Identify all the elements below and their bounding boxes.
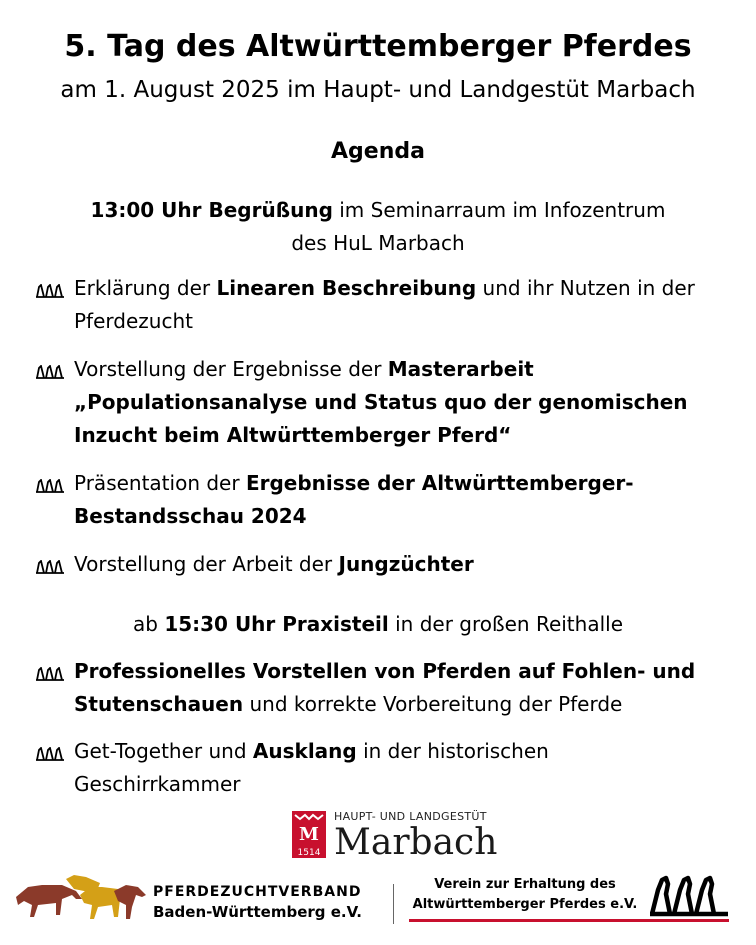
agenda-item-text: und korrekte Vorbereitung der Pferde (243, 692, 623, 716)
agenda-item-text: in der historischen Geschirrkammer (74, 739, 549, 796)
agenda-item-bold: Linearen Beschreibung (216, 276, 477, 300)
agenda-item (36, 467, 716, 533)
agenda-heading: Agenda (331, 139, 425, 164)
agenda-item (36, 548, 716, 581)
agenda-item-bold: Ausklang (252, 739, 357, 763)
welcome-block (40, 194, 716, 260)
verein-logo-underline (409, 919, 729, 922)
marbach-emblem-letter: M (299, 824, 319, 845)
agenda-item (36, 655, 716, 721)
verein-logo-line2: Altwürttemberger Pferdes e.V. (412, 897, 638, 912)
practice-time: 15:30 Uhr Praxisteil (164, 612, 389, 636)
verein-logo-line1: Verein zur Erhaltung des (434, 877, 616, 892)
agenda-item-text: Get-Together und (74, 739, 253, 763)
agenda-item-bold: Masterarbeit „Populationsanalyse und Status quo der genomischen Inzucht beim Altwürttemberger Pferd“ (74, 357, 688, 447)
practice-pre: ab (133, 612, 165, 636)
welcome-time: 13:00 Uhr Begrüßung (90, 198, 333, 222)
agenda-item-text: und ihr Nutzen in der Pferdezucht (74, 276, 695, 333)
page-title: 5. Tag des Altwürttemberger Pferdes (64, 29, 692, 64)
pzv-logo-line1: PFERDEZUCHTVERBAND (153, 884, 362, 900)
agenda-item-bold: Ergebnisse der Altwürttemberger-Bestandsschau 2024 (74, 471, 634, 528)
practice-block (40, 608, 716, 641)
welcome-location-line2: des HuL Marbach (291, 231, 465, 255)
agenda-item-text: Präsentation der (74, 471, 246, 495)
agenda-item-bold: Jungzüchter (338, 552, 474, 576)
marbach-emblem-year: 1514 (297, 848, 321, 858)
horse-heads-bullet-icon (36, 560, 66, 574)
horse-heads-bullet-icon (36, 284, 66, 298)
marbach-logo-name: Marbach (334, 822, 498, 863)
pzv-logo-line2: Baden-Württemberg e.V. (153, 903, 362, 921)
agenda-item (36, 272, 716, 338)
horse-heads-bullet-icon (36, 747, 66, 761)
agenda-item (36, 353, 716, 452)
agenda-item-text: Vorstellung der Ergebnisse der (74, 357, 388, 381)
agenda-item-text: Vorstellung der Arbeit der (74, 552, 339, 576)
agenda-item (36, 735, 716, 801)
pzv-horses-logo-icon (14, 875, 150, 923)
horse-heads-bullet-icon (36, 479, 66, 493)
marbach-logo-subtitle: HAUPT- UND LANDGESTÜT (334, 810, 487, 823)
practice-location: in der großen Reithalle (388, 612, 623, 636)
horse-heads-bullet-icon (36, 365, 66, 379)
verein-horse-heads-logo-icon (650, 874, 730, 918)
welcome-location: im Seminarraum im Infozentrum (332, 198, 666, 222)
horse-heads-bullet-icon (36, 667, 66, 681)
logo-divider (393, 884, 394, 924)
marbach-emblem-icon (292, 811, 326, 858)
agenda-item-bold: Professionelles Vorstellen von Pferden auf Fohlen- und Stutenschauen (74, 659, 696, 716)
event-subtitle: am 1. August 2025 im Haupt- und Landgestüt Marbach (60, 77, 696, 103)
agenda-item-text: Erklärung der (74, 276, 217, 300)
